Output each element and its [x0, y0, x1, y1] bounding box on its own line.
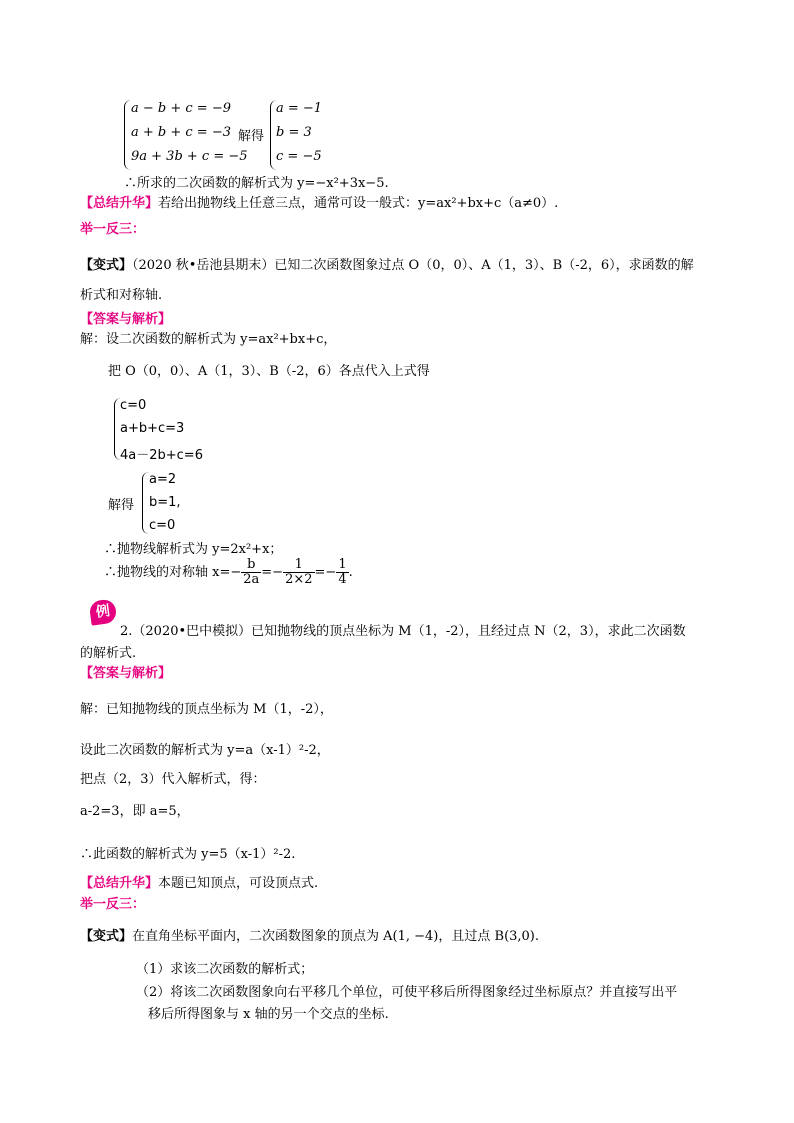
answer-line: 把点（2，3）代入解析式，得：: [80, 772, 266, 787]
summary-text: 若给出抛物线上任意三点，通常可设一般式：y=ax²+bx+c（a≠0）.: [158, 196, 559, 211]
answer-line: ∴抛物线解析式为 y=2x²+x；: [104, 542, 283, 557]
solve-label: 解得: [108, 498, 135, 513]
equals: =−: [314, 565, 337, 580]
system1-eq3: 9a + 3b + c = −5: [131, 149, 248, 164]
answer-tag: 【答案与解析】: [80, 312, 172, 327]
practice-heading: 举一反三：: [80, 222, 146, 237]
system1-eq1: a − b + c = −9: [131, 101, 231, 116]
fraction: [336, 558, 348, 587]
answer-line: ∴此函数的解析式为 y=5（x-1）²-2.: [80, 847, 296, 862]
solution2-c: c=0: [149, 518, 176, 533]
variant-tag: 【变式】: [80, 929, 133, 944]
system2-eq2: a+b+c=3: [120, 421, 185, 436]
denominator: 2×2: [285, 572, 313, 587]
example-line1: 2.（2020•巴中模拟）已知抛物线的顶点坐标为 M（1，-2），且经过点 N（2，3），求此二次函数: [120, 624, 686, 639]
variant-line2: 析式和对称轴.: [80, 288, 163, 303]
practice-heading: 举一反三：: [80, 897, 146, 912]
solution1-b: b = 3: [276, 125, 312, 140]
variant-text: （2020 秋•岳池县期末）已知二次函数图象过点 O（0，0）、A（1，3）、B（-2，6），求函数的解: [132, 258, 694, 273]
axis-of-symmetry-line: [104, 558, 353, 587]
solution1-c: c = −5: [276, 149, 322, 164]
numerator: b: [241, 558, 261, 573]
denominator: 4: [338, 572, 347, 587]
variant-text: 在直角坐标平面内，二次函数图象的顶点为 A(1, −4)，且过点 B(3,0).: [132, 929, 540, 944]
axis-text: ∴抛物线的对称轴 x=−: [104, 565, 242, 580]
answer-line: 解：设二次函数的解析式为 y=ax²+bx+c，: [80, 332, 337, 347]
equals: =−: [261, 565, 284, 580]
fraction: [241, 558, 261, 587]
answer-tag: 【答案与解析】: [80, 666, 172, 681]
summary-tag: 【总结升华】: [80, 876, 159, 891]
numerator: 1: [338, 557, 347, 572]
fraction: [283, 558, 314, 587]
numerator: 1: [283, 558, 314, 573]
system1-eq2: a + b + c = −3: [131, 125, 231, 140]
system2-eq1: c=0: [120, 398, 147, 413]
variant-line1: [80, 254, 694, 273]
conclusion-line: ∴所求的二次函数的解析式为 y=−x²+3x−5.: [124, 176, 389, 191]
period: .: [348, 565, 353, 580]
variant-line1: [80, 925, 539, 944]
answer-line: a-2=3，即 a=5，: [80, 804, 190, 819]
answer-line: 设此二次函数的解析式为 y=a（x-1）²-2，: [80, 743, 330, 758]
example-badge: 例: [88, 598, 117, 625]
variant-tag: 【变式】: [80, 258, 133, 273]
question-2-line2: 移后所得图象与 x 轴的另一个交点的坐标.: [148, 1007, 389, 1022]
solution1-a: a = −1: [276, 101, 323, 116]
answer-line: 把 O（0，0）、A（1，3）、B（-2，6）各点代入上式得: [108, 364, 430, 379]
system2-eq3: 4a－2b+c=6: [120, 448, 203, 463]
solve-label: 解得: [238, 129, 265, 144]
denominator: 2a: [243, 572, 260, 587]
left-brace: [142, 472, 149, 534]
summary-line: [80, 192, 558, 211]
example-line2: 的解析式.: [80, 646, 137, 661]
summary-text: 本题已知顶点，可设顶点式.: [158, 876, 319, 891]
summary-line: [80, 872, 318, 891]
summary-tag: 【总结升华】: [80, 196, 159, 211]
solution2-a: a=2: [149, 472, 177, 487]
question-1: （1）求该二次函数的解析式；: [136, 962, 314, 977]
solution2-b: b=1,: [149, 495, 181, 510]
answer-line: 解：已知抛物线的顶点坐标为 M（1，-2），: [80, 702, 333, 717]
left-brace: [124, 100, 131, 170]
question-2-line1: （2）将该二次函数图象向右平移几个单位，可使平移后所得图象经过坐标原点？并直接写出平: [136, 985, 678, 1000]
